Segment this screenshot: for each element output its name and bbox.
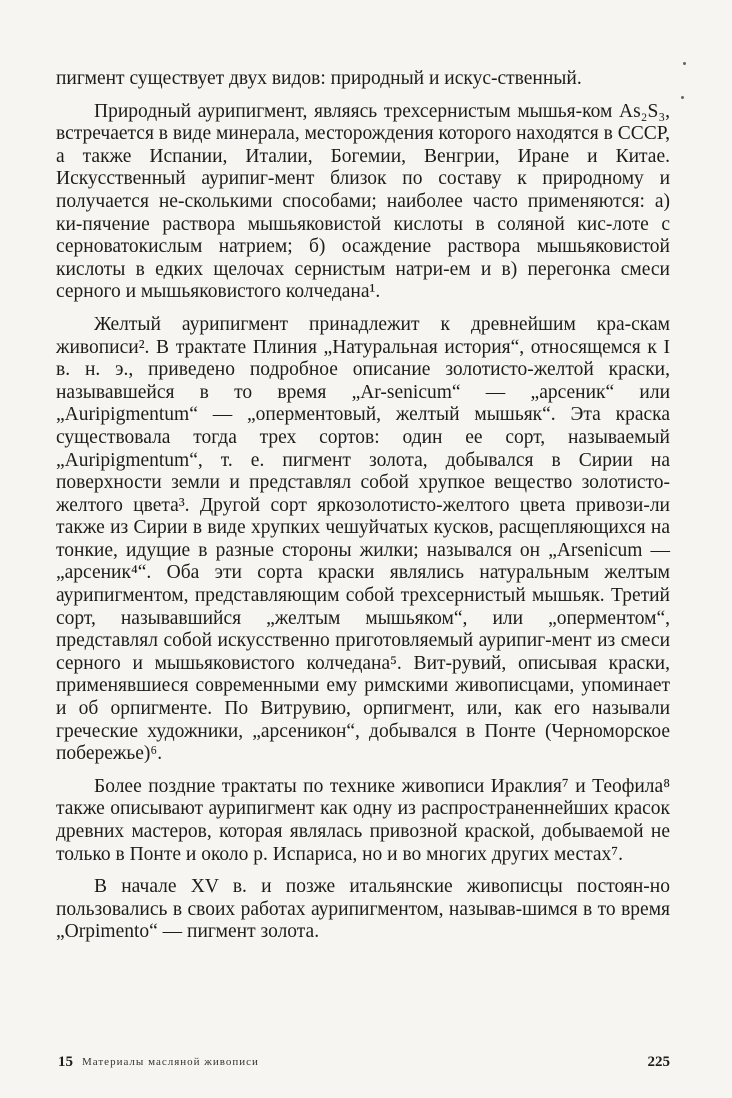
paragraph-later-treatises: Более поздние трактаты по технике живописи Ираклия⁷ и Теофила⁸ также описывают аурипигмент как одну из распространеннейших красок древних мастеров, которая являлась привозной краской, добываемой не только в Понте и около р. Испариса, но и во многих других местах⁷.: [56, 775, 670, 865]
print-speck: [683, 62, 686, 65]
body-text: [56, 68, 670, 944]
print-speck: [681, 96, 684, 99]
paragraph-continuation: пигмент существует двух видов: природный и искус-ственный.: [56, 68, 582, 89]
signature-mark: 15: [58, 1054, 73, 1070]
page-footer: [58, 1048, 672, 1074]
paragraph-fifteenth-century: В начале XV в. и позже итальянские живописцы постоян-но пользовались в своих работах аурипигментом, называв-шимся в то время „Orpimento“ — пигмент золота.: [56, 876, 670, 943]
paragraph-ancient-history: Желтый аурипигмент принадлежит к древнейшим кра-скам живописи². В трактате Плиния „Натуральная история“, относящемся к I в. н. э., приведено подробное описание золотисто-желтой краски, называвшейся в то время „Ar-senicum“ — „арсеник“ или „Auripigmentum“ — „оперментовый, желтый мышьяк“. Эта краска существовала тогда трех сортов: один ее сорт, называемый „Auripigmentum“, т. е. пигмент золота, добывался в Сирии на поверхности земли и представлял собой хрупкое вещество золотисто-желтого цвета³. Другой сорт яркозолотисто-желтого цвета привози-ли также из Сирии в виде хрупких чешуйчатых кусков, расщепляющихся на тонкие, идущие в разные стороны жилки; назывался он „Arsenicum — „арсеник⁴“. Оба эти сорта краски являлись натуральным желтым аурипигментом, представляющим собой трехсернистый мышьяк. Третий сорт, называвшийся „желтым мышьяком“, или „оперментом“, представлял собой искусственно приготовляемый аурипиг-мент из смеси серного и мышьяковистого колчедана⁵. Вит-рувий, описывая краски, применявшиеся современными ему римскими живописцами, упоминает и об орпигменте. По Витрувию, орпигмент, или, как его называли греческие художники, „арсеникон“, добывался в Понте (Черноморское побережье)⁶.: [56, 313, 670, 765]
paragraph-natural-auripigment: Природный аурипигмент, являясь трехсернистым мышья-ком As₂S₃, встречается в виде минерала, месторождения которого находятся в СССР, а также Испании, Италии, Богемии, Венгрии, Иране и Китае. Искусственный аурипиг-мент близок по составу к природному и получается не-сколькими способами; наиболее часто применяются: а) ки-пячение раствора мышьяковистой кислоты в соляной кис-лоте с серноватокислым натрием; б) осаждение раствора мышьяковистой кислоты в едких щелочах сернистым натри-ем и в) перегонка смеси серного и мышьяковистого колчедана¹.: [56, 100, 670, 303]
footer-book-title: Материалы масляной живописи: [82, 1056, 259, 1068]
page-number: 225: [647, 1054, 670, 1070]
